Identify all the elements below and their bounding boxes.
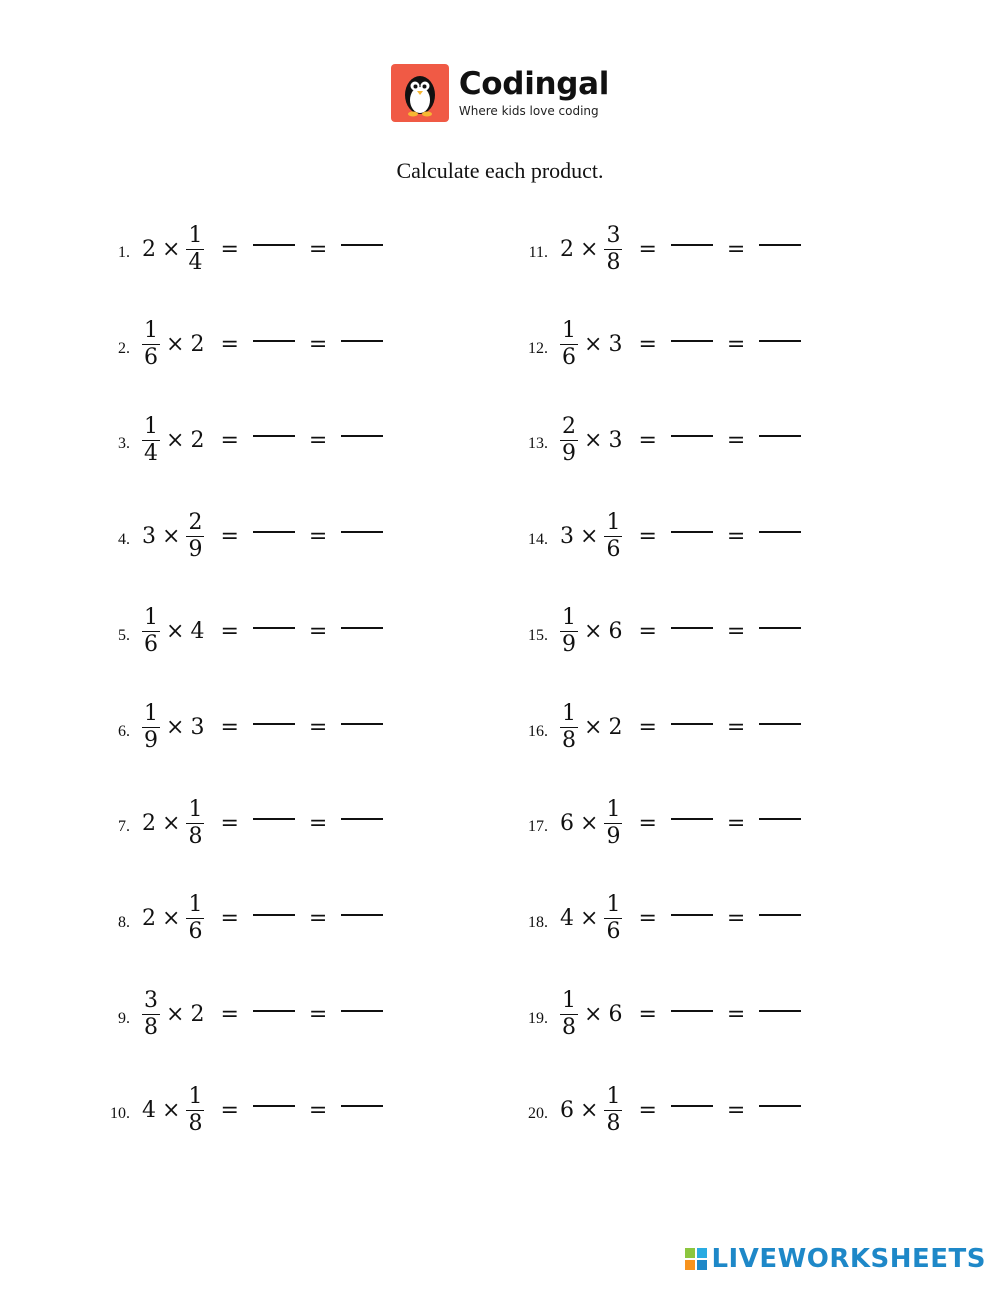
fraction (142, 990, 160, 1039)
equals-sign: = (220, 236, 239, 262)
fraction (186, 222, 204, 275)
fraction (142, 607, 160, 656)
fraction (186, 509, 204, 562)
problem-item (96, 793, 383, 853)
answer-blank[interactable] (253, 435, 295, 437)
times-sign: × (584, 427, 603, 453)
answer-blank[interactable] (341, 1010, 383, 1012)
fraction-numerator: 1 (562, 318, 576, 344)
equals-sign: = (308, 332, 328, 358)
fraction-numerator: 1 (144, 413, 158, 439)
equals-sign: = (726, 1002, 746, 1028)
equals-sign: = (726, 715, 746, 740)
equals-sign: = (726, 427, 746, 453)
equals-sign: = (308, 1097, 328, 1123)
equals-sign: = (726, 810, 746, 836)
problem-item (514, 315, 801, 375)
fraction-numerator: 3 (606, 222, 621, 248)
equals-sign: = (220, 1002, 239, 1028)
whole-number: 3 (560, 523, 574, 549)
answer-blank[interactable] (253, 723, 295, 725)
equals-sign: = (220, 715, 239, 740)
problem-item (96, 698, 383, 758)
problem-number: 3. (118, 435, 130, 453)
answer-blank[interactable] (671, 531, 713, 533)
fraction-numerator: 1 (606, 892, 621, 918)
brand-name: Codingal (458, 66, 610, 102)
answer-blank[interactable] (253, 1010, 295, 1012)
equals-sign: = (308, 427, 328, 453)
problem-number: 2. (118, 339, 130, 357)
answer-blank[interactable] (253, 244, 295, 246)
whole-number: 2 (142, 906, 156, 932)
problem-item (96, 889, 383, 949)
times-sign: × (162, 523, 181, 549)
answer-blank[interactable] (759, 723, 801, 725)
equals-sign: = (638, 332, 657, 358)
problem-item (96, 219, 383, 279)
answer-blank[interactable] (341, 723, 383, 725)
fraction-denominator: 6 (606, 919, 621, 945)
answer-blank[interactable] (253, 340, 295, 342)
fraction-numerator: 1 (144, 701, 158, 726)
whole-number: 4 (560, 906, 574, 932)
fraction-numerator: 1 (188, 222, 203, 248)
times-sign: × (166, 715, 185, 740)
fraction-denominator: 8 (606, 1110, 621, 1136)
fraction-numerator: 1 (606, 796, 621, 822)
times-sign: × (162, 1097, 181, 1123)
whole-number: 3 (190, 715, 205, 740)
whole-number: 3 (608, 427, 623, 453)
whole-number: 2 (190, 1002, 205, 1028)
fraction-numerator: 2 (562, 413, 576, 439)
fraction-denominator: 9 (188, 536, 203, 562)
fraction-numerator: 1 (562, 701, 576, 726)
answer-blank[interactable] (253, 818, 295, 820)
answer-blank[interactable] (341, 244, 383, 246)
fraction-numerator: 1 (606, 509, 621, 535)
fraction-denominator: 8 (144, 1015, 158, 1041)
fraction-denominator: 6 (144, 632, 158, 658)
equals-sign: = (220, 523, 239, 549)
brand-tagline: Where kids love coding (458, 104, 599, 118)
fraction (560, 990, 578, 1039)
times-sign: × (166, 332, 185, 358)
equals-sign: = (726, 332, 746, 358)
whole-number: 2 (142, 236, 156, 262)
times-sign: × (166, 619, 185, 645)
fraction-numerator: 1 (562, 605, 576, 631)
whole-number: 2 (608, 715, 623, 740)
fraction-numerator: 1 (144, 318, 158, 344)
answer-blank[interactable] (759, 627, 801, 629)
whole-number: 6 (608, 619, 623, 645)
equals-sign: = (220, 906, 239, 932)
equals-sign: = (726, 523, 746, 549)
equals-sign: = (220, 1097, 239, 1123)
fraction (560, 607, 578, 656)
problem-number: 9. (118, 1009, 130, 1027)
problem-number: 11. (528, 244, 548, 261)
times-sign: × (166, 1002, 185, 1028)
problem-item (514, 1080, 801, 1140)
problem-number: 10. (110, 1105, 130, 1123)
equals-sign: = (308, 1002, 328, 1028)
answer-blank[interactable] (341, 340, 383, 342)
answer-blank[interactable] (341, 531, 383, 533)
answer-blank[interactable] (759, 435, 801, 437)
problem-number: 5. (118, 626, 130, 644)
whole-number: 6 (560, 810, 574, 836)
answer-blank[interactable] (759, 1010, 801, 1012)
problem-number: 20. (528, 1105, 548, 1123)
problem-item (514, 506, 801, 566)
problem-number: 8. (118, 913, 130, 931)
answer-blank[interactable] (253, 914, 295, 916)
whole-number: 3 (142, 523, 156, 549)
equals-sign: = (638, 906, 657, 932)
answer-blank[interactable] (671, 914, 713, 916)
answer-blank[interactable] (253, 627, 295, 629)
fraction-denominator: 8 (188, 1110, 203, 1136)
whole-number: 2 (560, 236, 574, 262)
whole-number: 4 (142, 1097, 156, 1123)
answer-blank[interactable] (671, 244, 713, 246)
equals-sign: = (726, 236, 746, 262)
problem-item (514, 985, 801, 1045)
whole-number: 6 (560, 1097, 574, 1123)
whole-number: 6 (608, 1002, 623, 1028)
fraction-numerator: 1 (188, 796, 203, 822)
fraction-numerator: 1 (562, 988, 576, 1014)
fraction (186, 1083, 204, 1136)
fraction (560, 703, 578, 752)
problem-number: 18. (528, 913, 548, 931)
problem-item (96, 315, 383, 375)
answer-blank[interactable] (341, 435, 383, 437)
answer-blank[interactable] (341, 914, 383, 916)
times-sign: × (584, 1002, 603, 1028)
equals-sign: = (308, 523, 328, 549)
footer-logo (685, 1244, 986, 1274)
fraction (604, 796, 622, 849)
times-sign: × (580, 236, 599, 262)
problem-number: 13. (528, 435, 548, 453)
fraction (560, 413, 578, 466)
fraction-numerator: 1 (188, 892, 203, 918)
times-sign: × (580, 810, 599, 836)
problem-item (514, 698, 801, 758)
problem-number: 6. (118, 722, 130, 740)
answer-blank[interactable] (759, 1105, 801, 1107)
times-sign: × (584, 619, 603, 645)
equals-sign: = (638, 619, 657, 645)
fraction-denominator: 6 (188, 919, 203, 945)
whole-number: 2 (190, 332, 205, 358)
equals-sign: = (638, 523, 657, 549)
fraction-numerator: 1 (188, 1083, 203, 1109)
fraction-denominator: 6 (606, 536, 621, 562)
whole-number: 2 (142, 810, 156, 836)
equals-sign: = (638, 1097, 657, 1123)
problem-number: 12. (528, 339, 548, 357)
whole-number: 3 (608, 332, 623, 358)
answer-blank[interactable] (341, 627, 383, 629)
problem-number: 17. (528, 818, 548, 836)
times-sign: × (580, 1097, 599, 1123)
times-sign: × (166, 427, 185, 453)
fraction-denominator: 8 (562, 1015, 576, 1041)
fraction-denominator: 6 (144, 345, 158, 371)
equals-sign: = (638, 810, 657, 836)
problem-item (96, 985, 383, 1045)
fraction (560, 320, 578, 369)
answer-blank[interactable] (759, 340, 801, 342)
problem-number: 1. (118, 244, 130, 261)
equals-sign: = (220, 619, 239, 645)
answer-blank[interactable] (253, 1105, 295, 1107)
times-sign: × (162, 236, 181, 262)
answer-blank[interactable] (671, 1105, 713, 1107)
problem-item (514, 793, 801, 853)
fraction-denominator: 8 (188, 823, 203, 849)
problem-number: 16. (528, 722, 548, 740)
equals-sign: = (308, 236, 328, 262)
answer-blank[interactable] (671, 435, 713, 437)
fraction (142, 320, 160, 369)
fraction-denominator: 9 (562, 440, 576, 466)
problem-item (514, 219, 801, 279)
answer-blank[interactable] (759, 244, 801, 246)
problem-item (96, 602, 383, 662)
fraction-denominator: 4 (144, 440, 158, 466)
answer-blank[interactable] (671, 627, 713, 629)
fraction (142, 703, 160, 752)
answer-blank[interactable] (671, 1010, 713, 1012)
answer-blank[interactable] (341, 1105, 383, 1107)
fraction-denominator: 9 (606, 823, 621, 849)
problem-number: 4. (118, 531, 130, 549)
problem-item (514, 410, 801, 470)
equals-sign: = (638, 715, 657, 740)
problem-number: 19. (528, 1009, 548, 1027)
equals-sign: = (638, 1002, 657, 1028)
fraction (186, 894, 204, 943)
equals-sign: = (638, 236, 657, 262)
fraction (142, 413, 160, 466)
problem-item (514, 889, 801, 949)
fraction-denominator: 8 (606, 249, 621, 275)
fraction-numerator: 2 (188, 509, 203, 535)
answer-blank[interactable] (759, 531, 801, 533)
times-sign: × (162, 906, 181, 932)
equals-sign: = (308, 906, 328, 932)
times-sign: × (584, 332, 603, 358)
times-sign: × (162, 810, 181, 836)
problem-item (514, 602, 801, 662)
equals-sign: = (308, 715, 328, 740)
times-sign: × (580, 523, 599, 549)
problem-item (96, 506, 383, 566)
fraction-denominator: 8 (562, 728, 576, 753)
instruction-text: Calculate each product. (396, 158, 604, 183)
whole-number: 4 (190, 619, 205, 645)
equals-sign: = (220, 332, 239, 358)
fraction (604, 509, 622, 562)
answer-blank[interactable] (671, 340, 713, 342)
fraction (604, 1083, 622, 1136)
problem-number: 15. (528, 626, 548, 644)
equals-sign: = (726, 1097, 746, 1123)
times-sign: × (580, 906, 599, 932)
problem-number: 7. (118, 818, 130, 836)
equals-sign: = (220, 427, 239, 453)
problem-number: 14. (528, 531, 548, 549)
fraction-denominator: 4 (188, 249, 203, 275)
equals-sign: = (726, 619, 746, 645)
answer-blank[interactable] (253, 531, 295, 533)
fraction-denominator: 6 (562, 345, 576, 371)
equals-sign: = (220, 810, 239, 836)
equals-sign: = (308, 810, 328, 836)
equals-sign: = (308, 619, 328, 645)
liveworksheets-brand: LIVEWORKSHEETS (711, 1244, 986, 1274)
fraction (604, 894, 622, 943)
fraction (186, 796, 204, 849)
equals-sign: = (726, 906, 746, 932)
answer-blank[interactable] (759, 818, 801, 820)
fraction-denominator: 9 (562, 632, 576, 658)
problem-item (96, 410, 383, 470)
fraction-numerator: 3 (144, 988, 158, 1014)
problem-item (96, 1080, 383, 1140)
answer-blank[interactable] (671, 818, 713, 820)
whole-number: 2 (190, 427, 205, 453)
answer-blank[interactable] (671, 723, 713, 725)
fraction (604, 222, 622, 275)
fraction-numerator: 1 (144, 605, 158, 631)
fraction-numerator: 1 (606, 1083, 621, 1109)
times-sign: × (584, 715, 603, 740)
fraction-denominator: 9 (144, 728, 158, 753)
answer-blank[interactable] (759, 914, 801, 916)
equals-sign: = (638, 427, 657, 453)
answer-blank[interactable] (341, 818, 383, 820)
liveworksheets-logo-icon (685, 1248, 707, 1270)
